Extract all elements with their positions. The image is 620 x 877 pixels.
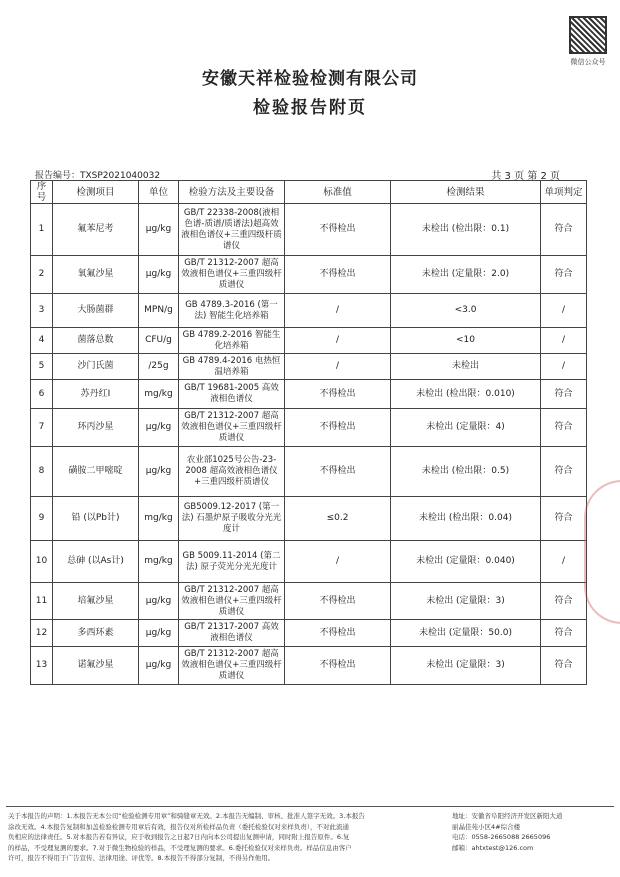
cell-judgment: / bbox=[541, 354, 587, 380]
cell-judgment: / bbox=[541, 541, 587, 583]
cell-item: 氟苯尼考 bbox=[53, 204, 139, 256]
cell-standard: / bbox=[285, 354, 391, 380]
cell-method: GB/T 21312-2007 超高效液相色谱仪+三重四级杆质谱仪 bbox=[179, 409, 285, 447]
cell-unit: mg/kg bbox=[139, 380, 179, 409]
footer-address bbox=[452, 811, 617, 853]
table-row bbox=[31, 328, 587, 354]
footer-address-line: 邮箱：ahtxtest@126.com bbox=[452, 843, 534, 852]
cell-standard: 不得检出 bbox=[285, 256, 391, 294]
table-row bbox=[31, 583, 587, 620]
cell-item: 多西环素 bbox=[53, 620, 139, 647]
cell-judgment: 符合 bbox=[541, 583, 587, 620]
col-header: 单位 bbox=[139, 181, 179, 204]
col-header: 标准值 bbox=[285, 181, 391, 204]
cell-method: GB 4789.2-2016 智能生化培养箱 bbox=[179, 328, 285, 354]
footer-note-line: 的样品，不受理复测的要求。7.对于微生物检验的样品，不受理复测的要求。6.委托检验仅对来样负责。样品信息由客户 bbox=[8, 843, 352, 852]
cell-item: 铅 (以Pb计) bbox=[53, 497, 139, 541]
cell-result: 未检出 bbox=[391, 354, 541, 380]
cell-result: 未检出 (检出限：0.010) bbox=[391, 380, 541, 409]
cell-method: GB/T 21312-2007 超高效液相色谱仪+三重四级杆质谱仪 bbox=[179, 647, 285, 685]
page-indicator: 共 3 页 第 2 页 bbox=[491, 171, 560, 182]
cell-unit: CFU/g bbox=[139, 328, 179, 354]
qr-code bbox=[569, 16, 607, 54]
cell-result: 未检出 (定量限：0.040) bbox=[391, 541, 541, 583]
cell-standard: ≤0.2 bbox=[285, 497, 391, 541]
cell-no: 3 bbox=[31, 294, 53, 328]
cell-standard: / bbox=[285, 328, 391, 354]
table-row bbox=[31, 256, 587, 294]
cell-standard: 不得检出 bbox=[285, 583, 391, 620]
cell-item: 诺氟沙星 bbox=[53, 647, 139, 685]
cell-result: 未检出 (定量限：2.0) bbox=[391, 256, 541, 294]
cell-standard: 不得检出 bbox=[285, 204, 391, 256]
table-row bbox=[31, 647, 587, 685]
cell-judgment: 符合 bbox=[541, 620, 587, 647]
cell-unit: μg/kg bbox=[139, 409, 179, 447]
col-header: 单项判定 bbox=[541, 181, 587, 204]
cell-no: 5 bbox=[31, 354, 53, 380]
cell-item: 培氟沙星 bbox=[53, 583, 139, 620]
cell-judgment: 符合 bbox=[541, 497, 587, 541]
cell-judgment: 符合 bbox=[541, 380, 587, 409]
footer-address-line: 电话：0558-2665088 2665096 bbox=[452, 833, 551, 841]
col-header: 检测结果 bbox=[391, 181, 541, 204]
cell-result: 未检出 (定量限：50.0) bbox=[391, 620, 541, 647]
cell-judgment: 符合 bbox=[541, 447, 587, 497]
cell-standard: 不得检出 bbox=[285, 620, 391, 647]
cell-unit: /25g bbox=[139, 354, 179, 380]
seal-stamp bbox=[584, 480, 620, 624]
cell-unit: μg/kg bbox=[139, 204, 179, 256]
report-number: 报告编号：TXSP2021040032 bbox=[35, 171, 161, 181]
cell-no: 12 bbox=[31, 620, 53, 647]
cell-item: 环丙沙星 bbox=[53, 409, 139, 447]
cell-no: 11 bbox=[31, 583, 53, 620]
footer-divider bbox=[6, 806, 614, 807]
cell-no: 7 bbox=[31, 409, 53, 447]
cell-item: 菌落总数 bbox=[53, 328, 139, 354]
company-name: 安徽天祥检验检测有限公司 bbox=[202, 69, 418, 89]
cell-result: 未检出 (定量限：3) bbox=[391, 647, 541, 685]
table-row bbox=[31, 497, 587, 541]
cell-item: 氧氟沙星 bbox=[53, 256, 139, 294]
col-header: 检验方法及主要设备 bbox=[179, 181, 285, 204]
footer-address-line: 地址：安徽省阜阳经济开发区新阳大道 bbox=[452, 812, 563, 820]
footer-note-line: 许可，报告不得用于广告宣传、法律用途、评优等。8.本报告不得部分复制，不得另作他用。 bbox=[8, 854, 275, 862]
cell-method: GB/T 19681-2005 高效液相色谱仪 bbox=[179, 380, 285, 409]
cell-judgment: 符合 bbox=[541, 204, 587, 256]
cell-no: 4 bbox=[31, 328, 53, 354]
cell-no: 8 bbox=[31, 447, 53, 497]
col-header: 序号 bbox=[31, 181, 53, 204]
cell-no: 1 bbox=[31, 204, 53, 256]
footer-notes bbox=[8, 811, 438, 864]
col-header: 检测项目 bbox=[53, 181, 139, 204]
cell-no: 10 bbox=[31, 541, 53, 583]
table-row bbox=[31, 294, 587, 328]
cell-unit: μg/kg bbox=[139, 647, 179, 685]
cell-standard: / bbox=[285, 541, 391, 583]
cell-method: 农业部1025号公告-23-2008 超高效液相色谱仪+三重四级杆质谱仪 bbox=[179, 447, 285, 497]
cell-method: GB 5009.11-2014 (第二法) 原子荧光分光光度计 bbox=[179, 541, 285, 583]
table-row bbox=[31, 380, 587, 409]
footer-address-line: 丽晶佳苑小区4#综合楼 bbox=[452, 822, 521, 831]
cell-unit: MPN/g bbox=[139, 294, 179, 328]
cell-method: GB/T 21312-2007 超高效液相色谱仪+三重四级杆质谱仪 bbox=[179, 256, 285, 294]
cell-method: GB5009.12-2017 (第一法) 石墨炉原子吸收分光光度计 bbox=[179, 497, 285, 541]
cell-result: 未检出 (检出限：0.04) bbox=[391, 497, 541, 541]
table-header-row bbox=[31, 181, 587, 204]
cell-unit: mg/kg bbox=[139, 541, 179, 583]
cell-unit: mg/kg bbox=[139, 497, 179, 541]
cell-no: 2 bbox=[31, 256, 53, 294]
cell-method: GB 4789.4-2016 电热恒温培养箱 bbox=[179, 354, 285, 380]
report-title: 检验报告附页 bbox=[253, 98, 367, 118]
cell-result: <3.0 bbox=[391, 294, 541, 328]
cell-result: 未检出 (定量限：3) bbox=[391, 583, 541, 620]
cell-item: 大肠菌群 bbox=[53, 294, 139, 328]
cell-method: GB/T 21317-2007 高效液相色谱仪 bbox=[179, 620, 285, 647]
footer-note-line: 关于本报告的声明：1.本报告无本公司“检验检测专用章”和骑缝章无效。2.本报告无编制、审核、批准人签字无效。3.本报告 bbox=[8, 812, 365, 820]
cell-item: 磺胺二甲嘧啶 bbox=[53, 447, 139, 497]
footer-note-line: 涂改无效。4.本报告复制和加盖检验检测专用章后有效，报告仅对所检样品负责（委托检验仅对来样负责），不对此流通 bbox=[8, 822, 349, 831]
cell-unit: μg/kg bbox=[139, 583, 179, 620]
cell-result: 未检出 (检出限：0.1) bbox=[391, 204, 541, 256]
cell-method: GB 4789.3-2016 (第一法) 智能生化培养箱 bbox=[179, 294, 285, 328]
table-row bbox=[31, 447, 587, 497]
cell-method: GB/T 22338-2008(液相色谱-质谱/质谱法)超高效液相色谱仪+三重四级杆质谱仪 bbox=[179, 204, 285, 256]
cell-standard: 不得检出 bbox=[285, 409, 391, 447]
cell-judgment: / bbox=[541, 294, 587, 328]
cell-unit: μg/kg bbox=[139, 256, 179, 294]
table-row bbox=[31, 541, 587, 583]
results-table bbox=[30, 180, 587, 685]
cell-method: GB/T 21312-2007 超高效液相色谱仪+三重四级杆质谱仪 bbox=[179, 583, 285, 620]
cell-result: 未检出 (检出限：0.5) bbox=[391, 447, 541, 497]
cell-no: 13 bbox=[31, 647, 53, 685]
cell-judgment: 符合 bbox=[541, 256, 587, 294]
qr-label: 微信公众号 bbox=[570, 58, 606, 66]
table-row bbox=[31, 354, 587, 380]
cell-item: 总砷 (以As计) bbox=[53, 541, 139, 583]
cell-no: 6 bbox=[31, 380, 53, 409]
cell-judgment: 符合 bbox=[541, 647, 587, 685]
cell-judgment: 符合 bbox=[541, 409, 587, 447]
cell-standard: 不得检出 bbox=[285, 647, 391, 685]
cell-unit: μg/kg bbox=[139, 447, 179, 497]
cell-no: 9 bbox=[31, 497, 53, 541]
cell-standard: 不得检出 bbox=[285, 380, 391, 409]
cell-standard: / bbox=[285, 294, 391, 328]
cell-item: 苏丹红Ⅰ bbox=[53, 380, 139, 409]
cell-standard: 不得检出 bbox=[285, 447, 391, 497]
cell-unit: μg/kg bbox=[139, 620, 179, 647]
cell-result: 未检出 (定量限：4) bbox=[391, 409, 541, 447]
footer-note-line: 负相应的法律责任。5.对本报告若有异议，应于收到报告之日起7日内向本公司提出复测申请，同时附上报告原件。6.复 bbox=[8, 833, 350, 841]
cell-result: <10 bbox=[391, 328, 541, 354]
cell-judgment: / bbox=[541, 328, 587, 354]
table-row bbox=[31, 204, 587, 256]
cell-item: 沙门氏菌 bbox=[53, 354, 139, 380]
table-row bbox=[31, 620, 587, 647]
table-row bbox=[31, 409, 587, 447]
